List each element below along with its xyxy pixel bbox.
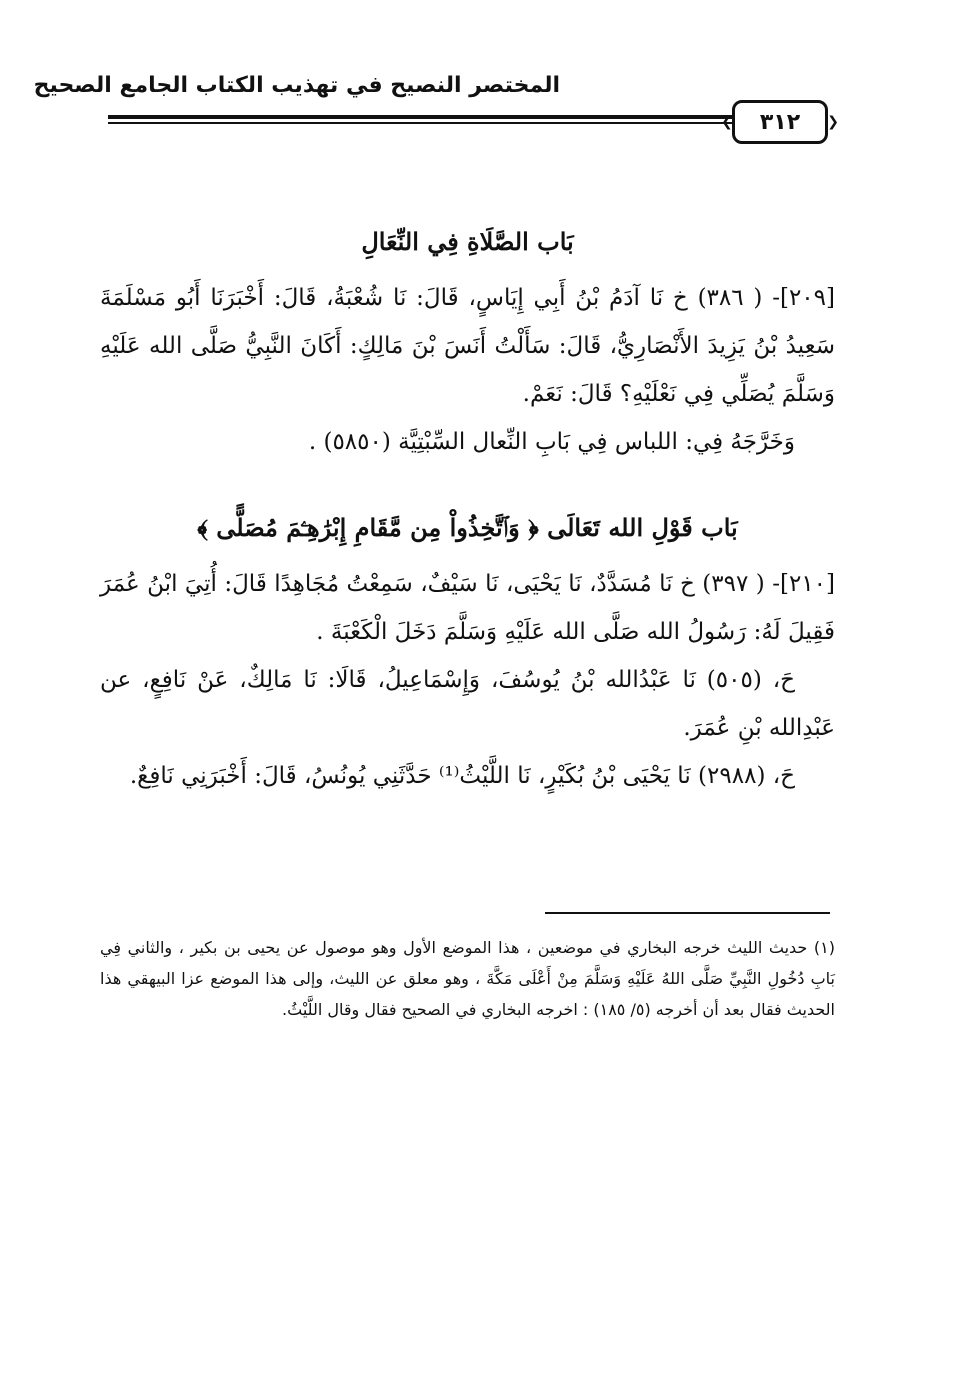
header-rule-thick bbox=[108, 115, 732, 119]
footnote-separator bbox=[545, 912, 830, 914]
hadith-209: [٢٠٩]- ( ٣٨٦) خ نَا آدَمُ بْنُ أَبِي إِيَاسٍ، قَالَ: نَا شُعْبَةُ، قَالَ: أَخْبَرَنَا أَبُو مَسْلَمَةَ سَعِيدُ بْنُ يَزِيدَ الأَنْصَارِيُّ، قَالَ: سَأَلْتُ أَنَسَ بْنَ مَالِكٍ: أَكَانَ النَّبِيُّ صَلَّى الله عَلَيْهِ وَسَلَّمَ يُصَلِّي فِي نَعْلَيْهِ؟ قَالَ: نَعَمْ. bbox=[100, 285, 835, 407]
footnote-1: (١) حديث الليث خرجه البخاري في موضعين ، هذا الموضع الأول وهو موصول عن يحيى بن بكير ، والثاني فِي بَابِ دُخُولِ النَّبِيِّ صَلَّى اللهُ عَلَيْهِ وَسَلَّمَ مِنْ أَعْلَى مَكَّةَ ، وهو معلق عن الليث، وإلى هذا الموضع عزا البيهقي هذا الحديث فقال بعد أن أخرجه (٥/ ١٨٥) : اخرجه البخاري في الصحيح فقال وقال اللَّيْثُ. bbox=[100, 938, 835, 1019]
chain-2988: حَ، (٢٩٨٨) نَا يَحْيَى بْنُ بُكَيْرٍ، نَا اللَّيْثُ⁽¹⁾ حَدَّثَنِي يُونُسُ، قَالَ: أَخْبَرَنِي نَافِعٌ. bbox=[129, 763, 795, 789]
section-sandals-body bbox=[100, 274, 835, 466]
chapter-heading-maqam-ibrahim: بَاب قَوْلِ الله تَعَالَى ﴿ وَٱتَّخِذُواْ مِن مَّقَامِ إِبْرَٰهِـۧمَ مُصَلًّى ﴾ bbox=[197, 513, 738, 542]
chapter-heading-sandals: بَاب الصَّلَاةِ فِي النِّعَالِ bbox=[361, 227, 574, 256]
ornament-icon: ❯ bbox=[827, 114, 839, 130]
takhrij-note: وَخَرَّجَهُ فِي: اللباس فِي بَابِ النِّعال السِّبْتِيَّة (٥٨٥٠) . bbox=[308, 429, 795, 455]
chain-505: حَ، (٥٠٥) نَا عَبْدُالله بْنُ يُوسُفَ، وَإِسْمَاعِيلُ، قَالَا: نَا مَالِكٌ، عَنْ نَافِعٍ، عن عَبْدِالله بْنِ عُمَرَ. bbox=[100, 667, 835, 741]
section-maqam-body bbox=[100, 560, 835, 800]
hadith-210: [٢١٠]- ( ٣٩٧) خ نَا مُسَدَّدٌ، نَا يَحْيَى، نَا سَيْفٌ، سَمِعْتُ مُجَاهِدًا قَالَ: أُتِيَ ابْنُ عُمَرَ فَقِيلَ لَهُ: رَسُولُ الله صَلَّى الله عَلَيْهِ وَسَلَّمَ دَخَلَ الْكَعْبَةَ . bbox=[100, 571, 836, 645]
page-number: ٣١٢ bbox=[759, 109, 801, 135]
running-title: المختصر النصيح في تهذيب الكتاب الجامع الصحيح bbox=[33, 73, 560, 98]
header-rule-thin bbox=[108, 122, 732, 124]
page-number-frame bbox=[721, 100, 839, 144]
ornament-icon: ❮ bbox=[721, 114, 733, 130]
